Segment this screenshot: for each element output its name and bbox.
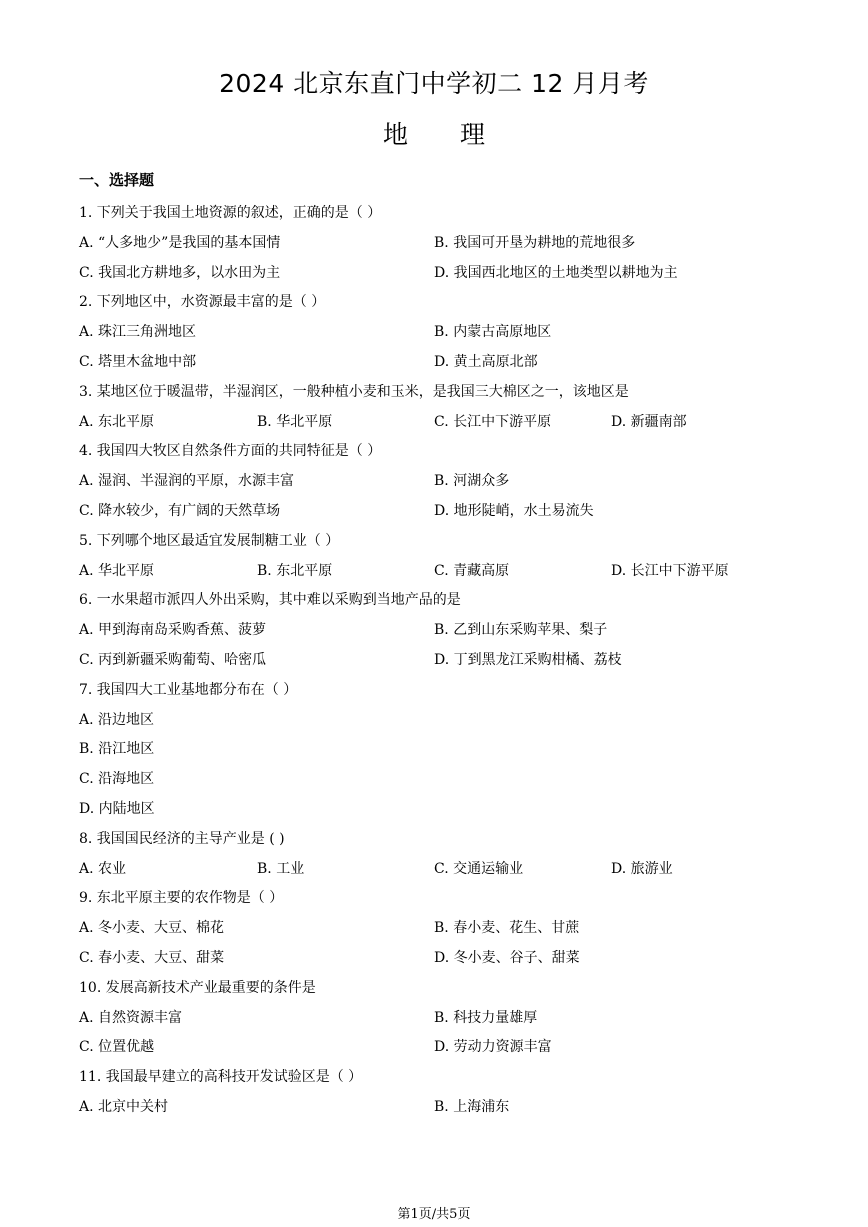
subject-char-1: 地 xyxy=(382,120,408,149)
question-stem: 7. 我国四大工业基地都分布在（ ） xyxy=(79,681,298,698)
answer-option: D. 我国西北地区的土地类型以耕地为主 xyxy=(434,264,678,281)
answer-option: D. 旅游业 xyxy=(611,860,673,877)
option-row xyxy=(79,497,819,527)
option-row xyxy=(79,557,819,587)
answer-option: D. 冬小麦、谷子、甜菜 xyxy=(434,949,580,966)
answer-option: A. 农业 xyxy=(79,860,127,877)
option-row xyxy=(79,944,819,974)
question-stem: 10. 发展高新技术产业最重要的条件是 xyxy=(79,979,316,996)
page-number: 第1页/共5页 xyxy=(397,1207,471,1222)
answer-option: C. 丙到新疆采购葡萄、哈密瓜 xyxy=(79,651,267,668)
answer-option: C. 青藏高原 xyxy=(434,562,510,579)
option-row xyxy=(79,408,819,438)
answer-option: D. 黄土高原北部 xyxy=(434,353,538,370)
option-row xyxy=(79,259,819,289)
question-stem: 4. 我国四大牧区自然条件方面的共同特征是（ ） xyxy=(79,443,382,460)
answer-option: A. 自然资源丰富 xyxy=(79,1009,183,1026)
answer-option: A. 沿边地区 xyxy=(79,711,155,728)
option-row xyxy=(79,467,819,497)
answer-option: A. 冬小麦、大豆、棉花 xyxy=(79,920,225,937)
option-row xyxy=(79,318,819,348)
subject-title xyxy=(0,119,868,151)
answer-option: C. 塔里木盆地中部 xyxy=(79,353,197,370)
question-stem: 9. 东北平原主要的农作物是（ ） xyxy=(79,890,284,907)
answer-option: B. 工业 xyxy=(257,860,305,877)
answer-option: A. “人多地少”是我国的基本国情 xyxy=(79,234,281,251)
option-row xyxy=(79,706,819,736)
answer-option: A. 珠江三角洲地区 xyxy=(79,324,197,341)
answer-option: D. 长江中下游平原 xyxy=(611,562,729,579)
option-row xyxy=(79,229,819,259)
section-heading: 一、选择题 xyxy=(79,171,155,189)
answer-option: B. 我国可开垦为耕地的荒地很多 xyxy=(434,234,636,251)
question-stem: 8. 我国国民经济的主导产业是 ( ) xyxy=(79,830,285,847)
answer-option: A. 华北平原 xyxy=(79,562,155,579)
option-row xyxy=(79,855,819,885)
answer-option: B. 华北平原 xyxy=(257,413,333,430)
answer-option: B. 科技力量雄厚 xyxy=(434,1009,538,1026)
answer-option: C. 沿海地区 xyxy=(79,771,155,788)
answer-option: B. 东北平原 xyxy=(257,562,333,579)
answer-option: C. 我国北方耕地多，以水田为主 xyxy=(79,264,281,281)
option-row xyxy=(79,1004,819,1034)
answer-option: C. 降水较少，有广阔的天然草场 xyxy=(79,502,281,519)
answer-option: B. 春小麦、花生、甘蔗 xyxy=(434,920,580,937)
option-row xyxy=(79,914,819,944)
answer-option: D. 地形陡峭，水土易流失 xyxy=(434,502,594,519)
question-stem: 5. 下列哪个地区最适宜发展制糖工业（ ） xyxy=(79,532,340,549)
exam-title: 2024 北京东直门中学初二 12 月月考 xyxy=(219,69,649,98)
answer-option: C. 位置优越 xyxy=(79,1039,155,1056)
option-row xyxy=(79,646,819,676)
answer-option: B. 乙到山东采购苹果、梨子 xyxy=(434,622,608,639)
option-row xyxy=(79,348,819,378)
answer-option: A. 甲到海南岛采购香蕉、菠萝 xyxy=(79,622,267,639)
answer-option: B. 河湖众多 xyxy=(434,473,510,490)
answer-option: A. 东北平原 xyxy=(79,413,155,430)
answer-option: A. 湿润、半湿润的平原，水源丰富 xyxy=(79,473,295,490)
question-list xyxy=(79,199,819,1123)
question-stem: 11. 我国最早建立的高科技开发试验区是（ ） xyxy=(79,1069,363,1086)
question-stem: 3. 某地区位于暖温带，半湿润区，一般种植小麦和玉米，是我国三大棉区之一，该地区是 xyxy=(79,383,629,400)
answer-option: A. 北京中关村 xyxy=(79,1098,169,1115)
option-row xyxy=(79,1033,819,1063)
answer-option: D. 内陆地区 xyxy=(79,800,155,817)
option-row xyxy=(79,735,819,765)
question-stem: 1. 下列关于我国土地资源的叙述，正确的是（ ） xyxy=(79,205,382,221)
subject-char-2: 理 xyxy=(460,120,486,149)
option-row xyxy=(79,795,819,825)
option-row xyxy=(79,765,819,795)
answer-option: D. 新疆南部 xyxy=(611,413,687,430)
answer-option: D. 劳动力资源丰富 xyxy=(434,1039,552,1056)
option-row xyxy=(79,616,819,646)
answer-option: B. 沿江地区 xyxy=(79,741,155,758)
answer-option: C. 长江中下游平原 xyxy=(434,413,552,430)
option-row xyxy=(79,1093,819,1123)
answer-option: C. 春小麦、大豆、甜菜 xyxy=(79,949,225,966)
answer-option: B. 内蒙古高原地区 xyxy=(434,324,552,341)
question-stem: 2. 下列地区中，水资源最丰富的是（ ） xyxy=(79,294,326,311)
answer-option: D. 丁到黑龙江采购柑橘、荔枝 xyxy=(434,651,622,668)
answer-option: B. 上海浦东 xyxy=(434,1098,510,1115)
answer-option: C. 交通运输业 xyxy=(434,860,524,877)
question-stem: 6. 一水果超市派四人外出采购，其中难以采购到当地产品的是 xyxy=(79,592,461,609)
